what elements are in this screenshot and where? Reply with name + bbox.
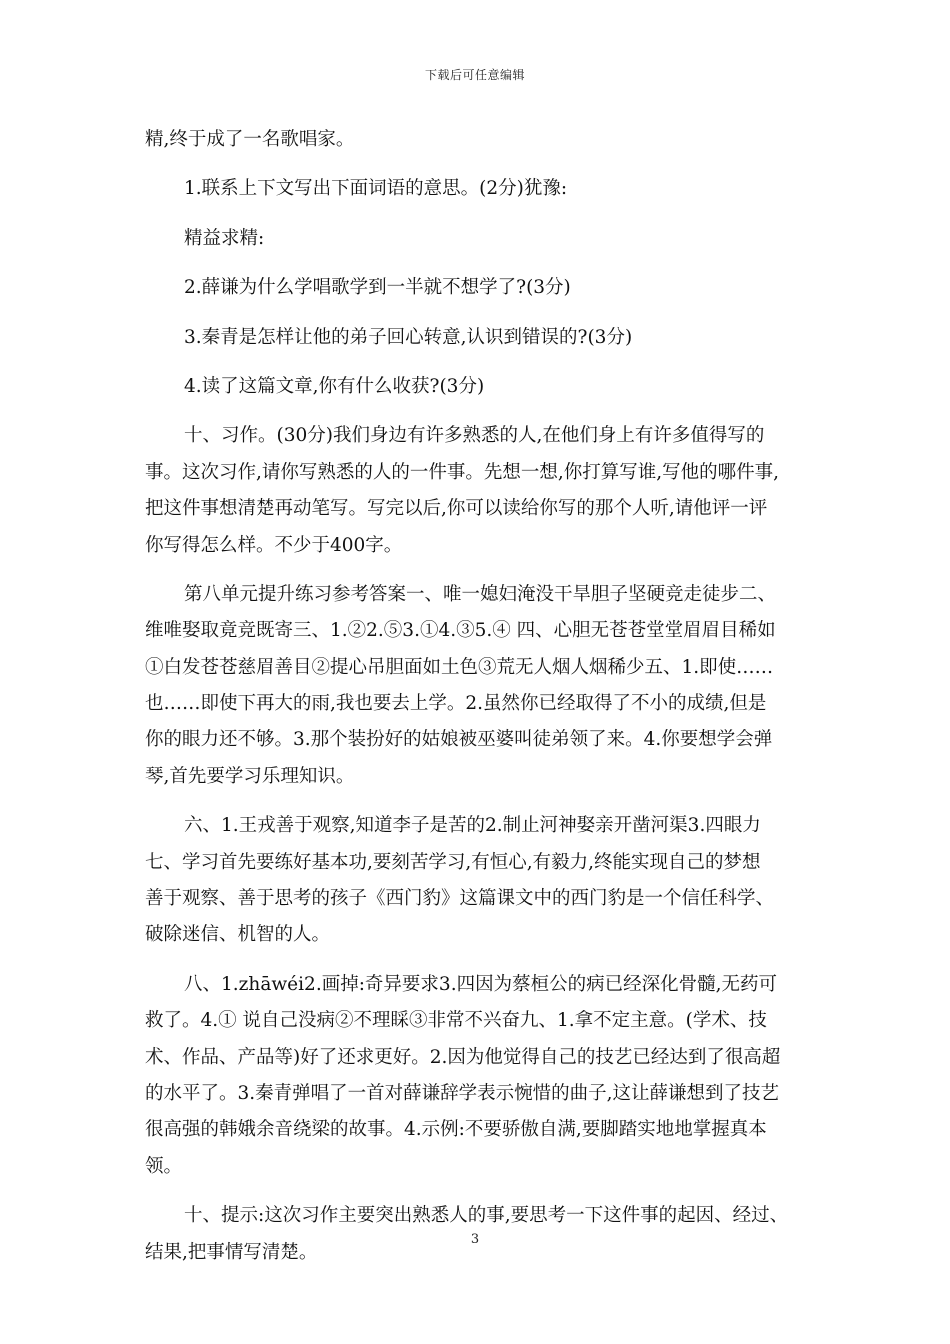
text-line: 领。 (145, 1155, 183, 1177)
text-line: 破除迷信、机智的人。 (145, 924, 331, 946)
text-line: 很高强的韩娥余音绕梁的故事。4.示例:不要骄傲自满,要脚踏实地地掌握真本 (145, 1119, 767, 1141)
question-2: 2.薛谦为什么学唱歌学到一半就不想学了?(3分) (184, 277, 571, 299)
text-line: 八、1.zhāwéi2.画掉:奇异要求3.四因为蔡桓公的病已经深化骨髓,无药可 (184, 973, 777, 995)
text-line: 救了。4.① 说自己没病②不理睬③非常不兴奋九、1.拿不定主意。(学术、技 (145, 1010, 767, 1032)
text-line: 也……即使下再大的雨,我也要去上学。2.虽然你已经取得了不小的成绩,但是 (145, 693, 767, 715)
text-line: 第八单元提升练习参考答案一、唯一媳妇淹没干旱胆子坚硬竞走徒步二、 (184, 583, 777, 605)
text-line: 精,终于成了一名歌唱家。 (145, 129, 355, 150)
document-body (145, 122, 810, 1271)
text-line: ①白发苍苍慈眉善目②提心吊胆面如土色③荒无人烟人烟稀少五、1.即使…… (145, 656, 774, 678)
question-3: 3.秦青是怎样让他的弟子回心转意,认识到错误的?(3分) (184, 326, 633, 348)
text-line: 你写得怎么样。不少于400字。 (145, 534, 403, 556)
question-1-term: 精益求精: (184, 227, 265, 249)
text-line: 琴,首先要学习乐理知识。 (145, 765, 355, 787)
text-line: 把这件事想清楚再动笔写。写完以后,你可以读给你写的那个人听,请他评一评 (145, 498, 768, 520)
text-line: 术、作品、产品等)好了还求更好。2.因为他觉得自己的技艺已经达到了很高超 (145, 1046, 781, 1068)
question-1: 1.联系上下文写出下面词语的意思。(2分)犹豫: (184, 178, 568, 200)
page-header: 下载后可任意编辑 (424, 68, 525, 82)
text-line: 六、1.王戎善于观察,知道李子是苦的2.制止河神娶亲开凿河渠3.四眼力 (184, 815, 761, 837)
text-line: 十、习作。(30分)我们身边有许多熟悉的人,在他们身上有许多值得写的 (184, 425, 765, 447)
text-line: 结果,把事情写清楚。 (145, 1241, 318, 1263)
text-line: 维唯娶取竟竞既寄三、1.②2.⑤3.①4.③5.④ 四、心胆无苍苍堂堂眉眉目稀如 (145, 620, 776, 642)
text-line: 善于观察、善于思考的孩子《西门豹》这篇课文中的西门豹是一个信任科学、 (145, 888, 775, 910)
text-line: 你的眼力还不够。3.那个装扮好的姑娘被巫婆叫徒弟领了来。4.你要想学会弹 (145, 729, 773, 751)
text-line: 事。这次习作,请你写熟悉的人的一件事。先想一想,你打算写谁,写他的哪件事, (145, 461, 780, 483)
text-line: 的水平了。3.秦青弹唱了一首对薛谦辞学表示惋惜的曲子,这让薛谦想到了技艺 (145, 1082, 780, 1104)
question-4: 4.读了这篇文章,你有什么收获?(3分) (184, 375, 485, 397)
text-line: 十、提示:这次习作主要突出熟悉人的事,要思考一下这件事的起因、经过、 (184, 1205, 789, 1227)
text-line: 七、学习首先要练好基本功,要刻苦学习,有恒心,有毅力,终能实现自己的梦想 (145, 851, 761, 873)
page-number: 3 (470, 1232, 480, 1247)
